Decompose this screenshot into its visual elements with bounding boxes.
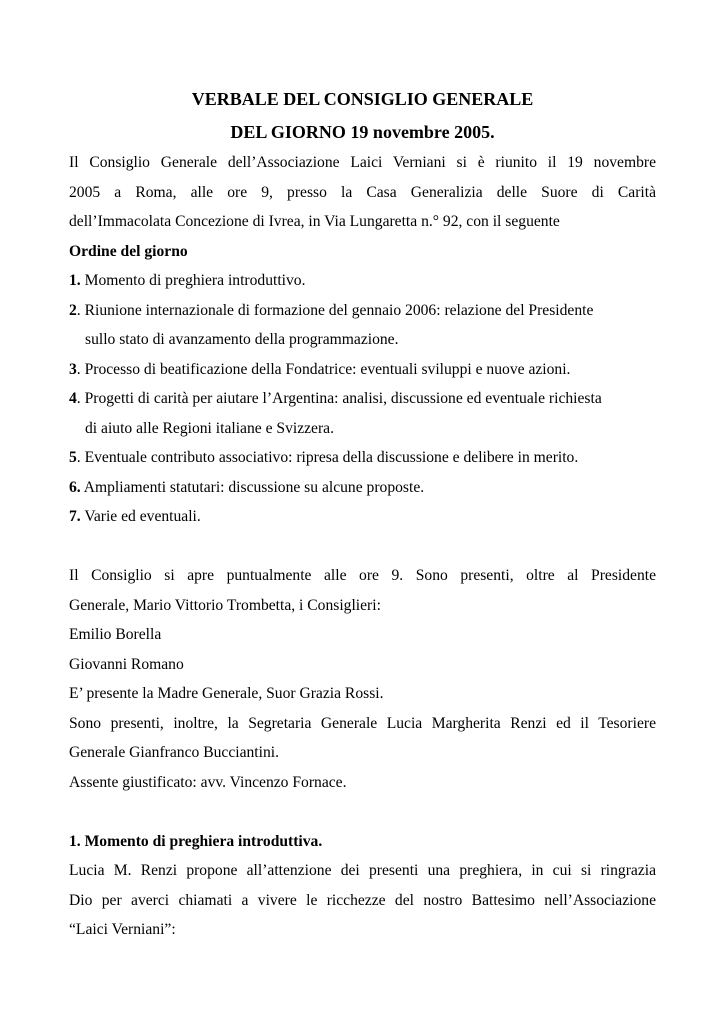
- agenda-item-number: 2: [69, 301, 77, 319]
- agenda-list: [69, 266, 656, 532]
- secretary-line-1: Sono presenti, inoltre, la Segretaria Generale Lucia Margherita Renzi ed il Tesoriere: [69, 714, 656, 732]
- attendance-paragraph: [69, 561, 656, 797]
- section-1-line-1: Lucia M. Renzi propone all’attenzione dei presenti una preghiera, in cui si ringrazia: [69, 862, 656, 879]
- agenda-item-number: 7.: [69, 508, 81, 525]
- absent-line: Assente giustificato: avv. Vincenzo Fornace.: [69, 773, 347, 791]
- section-1-line-3: “Laici Verniani”:: [69, 921, 176, 938]
- agenda-item-text: Ampliamenti statutari: discussione su alcune proposte.: [80, 478, 425, 496]
- agenda-item-6: [69, 473, 656, 503]
- intro-line-3: dell’Immacolata Concezione di Ivrea, in Via Lungaretta n.° 92, con il seguente: [69, 213, 560, 230]
- agenda-item-number: 3: [69, 360, 77, 378]
- agenda-item-text: Momento di preghiera introduttivo.: [84, 272, 306, 289]
- agenda-item-3: [69, 355, 656, 385]
- council-member-1: Emilio Borella: [69, 626, 162, 643]
- agenda-item-4: [69, 384, 656, 443]
- mother-general-line: E’ presente la Madre Generale, Suor Grazia Rossi.: [69, 685, 384, 702]
- agenda-item-text: . Riunione internazionale di formazione del gennaio 2006: relazione del Presidente: [76, 301, 594, 319]
- agenda-item-text: . Processo di beatificazione della Fondatrice: eventuali sviluppi e nuove azioni.: [76, 360, 571, 378]
- document-title-line2: DEL GIORNO 19 novembre 2005.: [230, 122, 495, 142]
- agenda-item-7: [69, 502, 656, 532]
- intro-paragraph: [69, 148, 656, 237]
- agenda-item-continuation: di aiuto alle Regioni italiane e Svizzera.: [85, 419, 334, 437]
- section-1: [69, 827, 656, 945]
- agenda-item-number: 1.: [69, 272, 81, 289]
- secretary-line-2: Generale Gianfranco Bucciantini.: [69, 744, 279, 761]
- attendance-line-2: Generale, Mario Vittorio Trombetta, i Consiglieri:: [69, 596, 381, 614]
- section-1-line-2: Dio per averci chiamati a vivere le ricchezze del nostro Battesimo nell’Associazione: [69, 891, 656, 909]
- agenda-item-text: Varie ed eventuali.: [80, 508, 201, 525]
- agenda-item-continuation: sullo stato di avanzamento della programmazione.: [85, 331, 399, 348]
- agenda-item-number: 4: [69, 390, 77, 407]
- agenda-item-number: 6.: [69, 478, 81, 496]
- section-1-heading: 1. Momento di preghiera introduttiva.: [69, 832, 323, 850]
- document-page: [69, 83, 656, 945]
- intro-line-2: 2005 a Roma, alle ore 9, presso la Casa Generalizia delle Suore di Carità: [69, 183, 656, 201]
- council-member-2: Giovanni Romano: [69, 655, 184, 673]
- agenda-item-1: [69, 266, 656, 296]
- agenda-item-text: . Eventuale contributo associativo: ripresa della discussione e delibere in merito.: [76, 449, 579, 466]
- agenda-item-5: [69, 443, 656, 473]
- paragraph-spacer: [69, 797, 656, 827]
- document-title-line1: VERBALE DEL CONSIGLIO GENERALE: [191, 89, 534, 109]
- paragraph-spacer: [69, 532, 656, 562]
- agenda-heading: Ordine del giorno: [69, 242, 188, 260]
- agenda-item-2: [69, 296, 656, 355]
- attendance-line-1: Il Consiglio si apre puntualmente alle ore 9. Sono presenti, oltre al Presidente: [69, 567, 656, 584]
- agenda-item-text: . Progetti di carità per aiutare l’Argentina: analisi, discussione ed eventuale richiesta: [76, 390, 602, 407]
- intro-line-1: Il Consiglio Generale dell’Associazione Laici Verniani si è riunito il 19 novembre: [69, 154, 656, 171]
- agenda-item-number: 5: [69, 449, 77, 466]
